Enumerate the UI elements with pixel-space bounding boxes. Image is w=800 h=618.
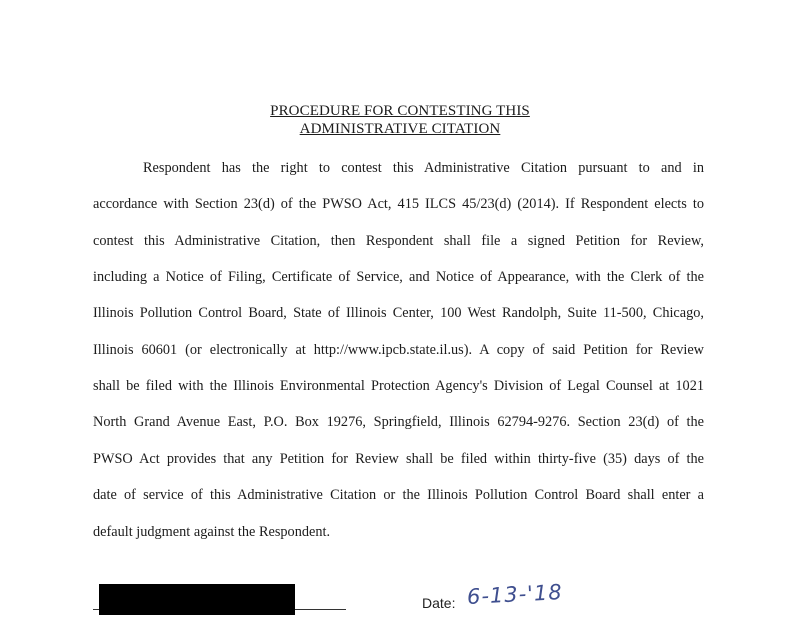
paragraph-line: date of service of this Administrative Citation or the Illinois Pollution Control Board shall enter a [93,487,704,503]
signature-redaction [99,584,295,615]
paragraph-line: default judgment against the Respondent. [93,524,331,540]
paragraph-line: Illinois Pollution Control Board, State of Illinois Center, 100 West Randolph, Suite 11-500, Chicago, [93,305,704,321]
paragraph-line: Respondent has the right to contest this Administrative Citation pursuant to and in [143,160,704,176]
heading-line-1: PROCEDURE FOR CONTESTING THIS [270,103,530,119]
paragraph-line: including a Notice of Filing, Certificate of Service, and Notice of Appearance, with the Clerk of the [93,269,704,285]
paragraph-line: accordance with Section 23(d) of the PWSO Act, 415 ILCS 45/23(d) (2014). If Respondent elects to [93,196,704,212]
paragraph-line: Illinois 60601 (or electronically at http://www.ipcb.state.il.us). A copy of said Petition for Review [93,342,704,358]
paragraph-line: contest this Administrative Citation, then Respondent shall file a signed Petition for Review, [93,233,704,249]
paragraph-line: North Grand Avenue East, P.O. Box 19276, Springfield, Illinois 62794-9276. Section 23(d) of the [93,414,704,430]
paragraph-line: shall be filed with the Illinois Environmental Protection Agency's Division of Legal Counsel at 1021 [93,378,704,394]
paragraph-line: PWSO Act provides that any Petition for Review shall be filed within thirty-five (35) days of the [93,451,704,467]
heading-line-2: ADMINISTRATIVE CITATION [299,121,501,137]
handwritten-date: 6-13-'18 [466,580,564,609]
date-label: Date: [422,595,456,611]
